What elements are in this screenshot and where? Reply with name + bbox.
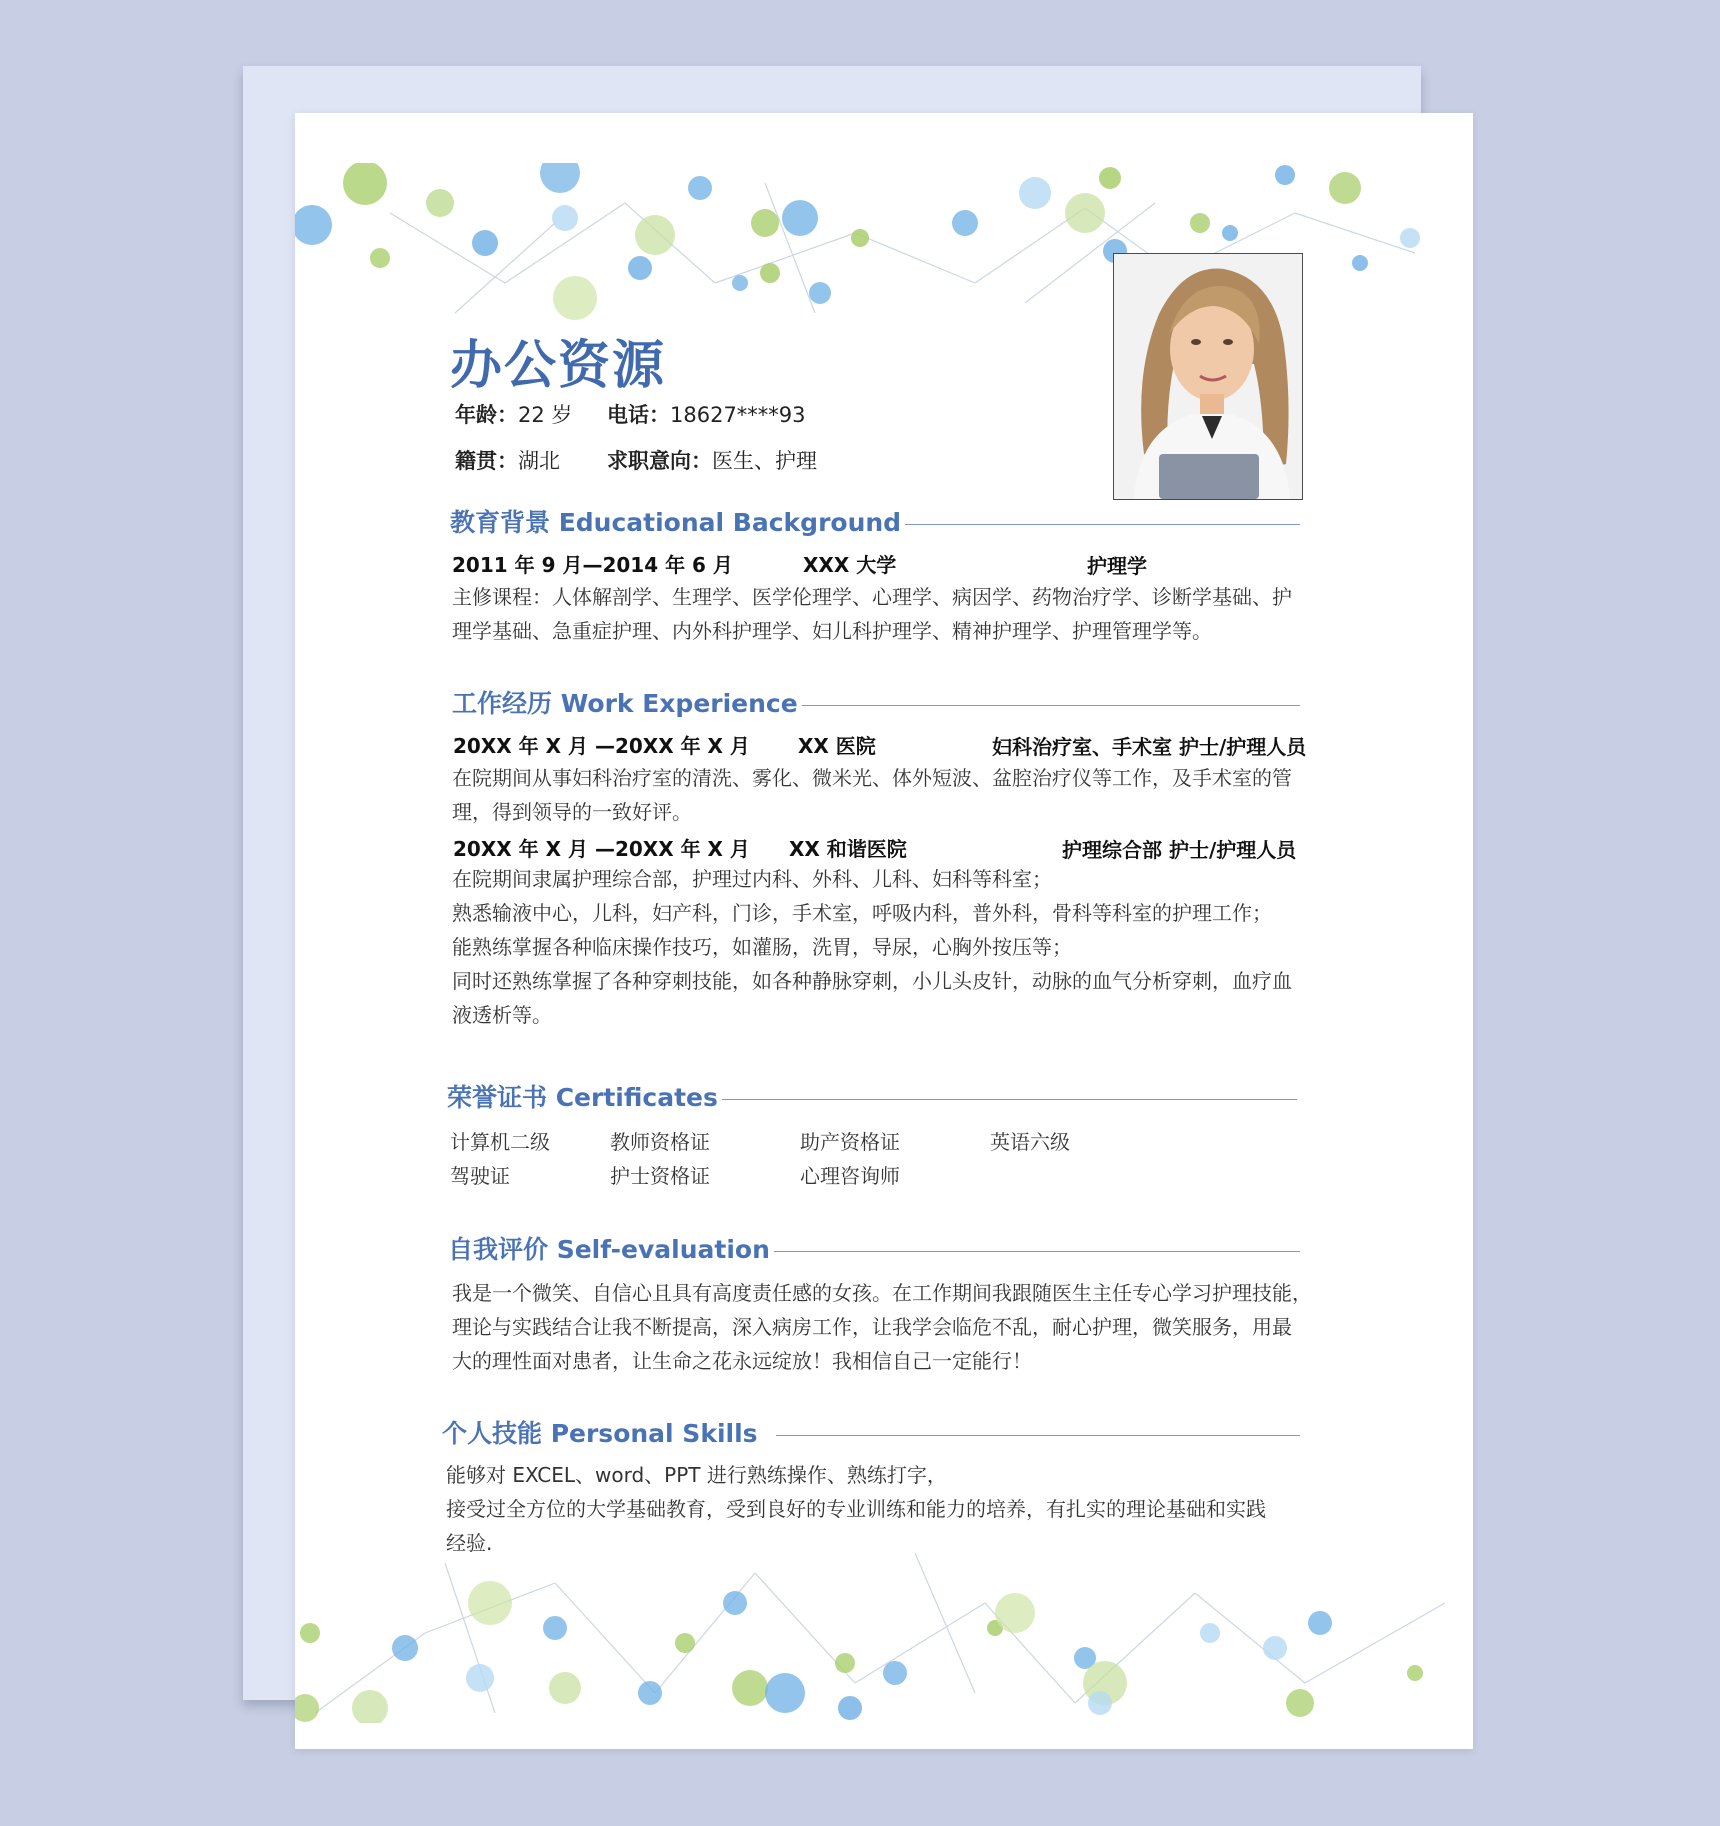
skills-title: 个人技能 Personal Skills xyxy=(442,1419,758,1448)
section-divider xyxy=(774,1251,1300,1252)
job-period: 20XX 年 X 月 —20XX 年 X 月 xyxy=(453,734,750,758)
self-eval-text xyxy=(452,1276,1322,1378)
education-title: 教育背景 Educational Background xyxy=(450,508,902,537)
self-eval-title: 自我评价 Self-evaluation xyxy=(448,1235,770,1264)
job-desc-line: 同时还熟练掌握了各种穿刺技能，如各种静脉穿刺，小儿头皮针，动脉的血气分析穿刺，血疗血 xyxy=(452,969,1292,993)
job-intent-value: 医生、护理 xyxy=(712,449,817,473)
certificate-item: 英语六级 xyxy=(990,1130,1070,1154)
profile-photo xyxy=(1113,253,1303,500)
skills-section-header xyxy=(442,1414,1300,1450)
job-desc-line: 熟悉输液中心，儿科，妇产科，门诊，手术室，呼吸内科，普外科，骨科等科室的护理工作； xyxy=(452,901,1272,925)
skills-line: 经验. xyxy=(446,1531,493,1555)
edu-period: 2011 年 9 月—2014 年 6 月 xyxy=(452,553,733,577)
job-role: 护理综合部 护士/护理人员 xyxy=(1062,838,1297,862)
self-eval-line: 我是一个微笑、自信心且具有高度责任感的女孩。在工作期间我跟随医生主任专心学习护理技能， xyxy=(452,1281,1312,1305)
skills-text xyxy=(446,1458,1316,1560)
self-eval-section-header xyxy=(448,1230,1300,1266)
section-divider xyxy=(722,1099,1297,1100)
phone-row xyxy=(607,399,806,429)
section-divider xyxy=(776,1435,1300,1436)
phone-label: 电话： xyxy=(607,403,670,427)
education-section-header xyxy=(450,503,1300,539)
age-value: 22 岁 xyxy=(518,403,573,427)
edu-courses-line: 主修课程：人体解剖学、生理学、医学伦理学、心理学、病因学、药物治疗学、诊断学基础、护 xyxy=(452,585,1292,609)
job-desc-line: 在院期间从事妇科治疗室的清洗、雾化、微米光、体外短波、盆腔治疗仪等工作，及手术室的管 xyxy=(452,766,1292,790)
skills-line: 接受过全方位的大学基础教育，受到良好的专业训练和能力的培养，有扎实的理论基础和实践 xyxy=(446,1497,1266,1521)
phone-value: 18627****93 xyxy=(670,403,806,427)
job-role: 妇科治疗室、手术室 护士/护理人员 xyxy=(992,735,1307,759)
job-desc-line: 液透析等。 xyxy=(452,1003,552,1027)
certificate-item: 心理咨询师 xyxy=(800,1164,900,1188)
skills-line: 能够对 EXCEL、word、PPT 进行熟练操作、熟练打字， xyxy=(446,1463,947,1487)
job-period: 20XX 年 X 月 —20XX 年 X 月 xyxy=(453,837,750,861)
section-divider xyxy=(802,705,1300,706)
age-row xyxy=(455,399,572,429)
edu-major: 护理学 xyxy=(1087,554,1147,578)
portrait-image xyxy=(1114,254,1302,499)
work-section-header xyxy=(452,684,1300,720)
job-org: XX 医院 xyxy=(798,734,876,758)
job-description xyxy=(452,761,1312,829)
work-title: 工作经历 Work Experience xyxy=(452,689,798,718)
job-description xyxy=(452,862,1312,1032)
edu-school: XXX 大学 xyxy=(803,553,897,577)
age-label: 年龄： xyxy=(455,403,518,427)
hometown-label: 籍贯： xyxy=(455,449,518,473)
certificate-item: 计算机二级 xyxy=(450,1130,550,1154)
certificates-section-header xyxy=(447,1078,1297,1114)
hometown-value: 湖北 xyxy=(518,449,560,473)
resume-page xyxy=(295,113,1473,1749)
section-divider xyxy=(905,524,1300,525)
hometown-row xyxy=(455,445,560,475)
job-desc-line: 在院期间隶属护理综合部，护理过内科、外科、儿科、妇科等科室； xyxy=(452,867,1052,891)
candidate-name: 办公资源 xyxy=(450,336,667,396)
self-eval-line: 理论与实践结合让我不断提高，深入病房工作，让我学会临危不乱，耐心护理，微笑服务，用最 xyxy=(452,1315,1292,1339)
certificate-item: 助产资格证 xyxy=(800,1130,900,1154)
edu-courses xyxy=(452,580,1312,648)
certificates-title: 荣誉证书 Certificates xyxy=(447,1083,718,1112)
certificate-item: 教师资格证 xyxy=(610,1130,710,1154)
bottom-bubble-decoration xyxy=(295,1543,1473,1723)
edu-courses-line: 理学基础、急重症护理、内外科护理学、妇儿科护理学、精神护理学、护理管理学等。 xyxy=(452,619,1212,643)
job-org: XX 和谐医院 xyxy=(789,837,907,861)
certificate-item: 驾驶证 xyxy=(450,1164,510,1188)
job-intent-row xyxy=(607,445,817,475)
job-intent-label: 求职意向： xyxy=(607,449,712,473)
job-desc-line: 能熟练掌握各种临床操作技巧，如灌肠，洗胃，导尿，心胸外按压等； xyxy=(452,935,1072,959)
self-eval-line: 大的理性面对患者，让生命之花永远绽放！我相信自己一定能行！ xyxy=(452,1349,1032,1373)
certificate-item: 护士资格证 xyxy=(610,1164,710,1188)
job-desc-line: 理，得到领导的一致好评。 xyxy=(452,800,692,824)
